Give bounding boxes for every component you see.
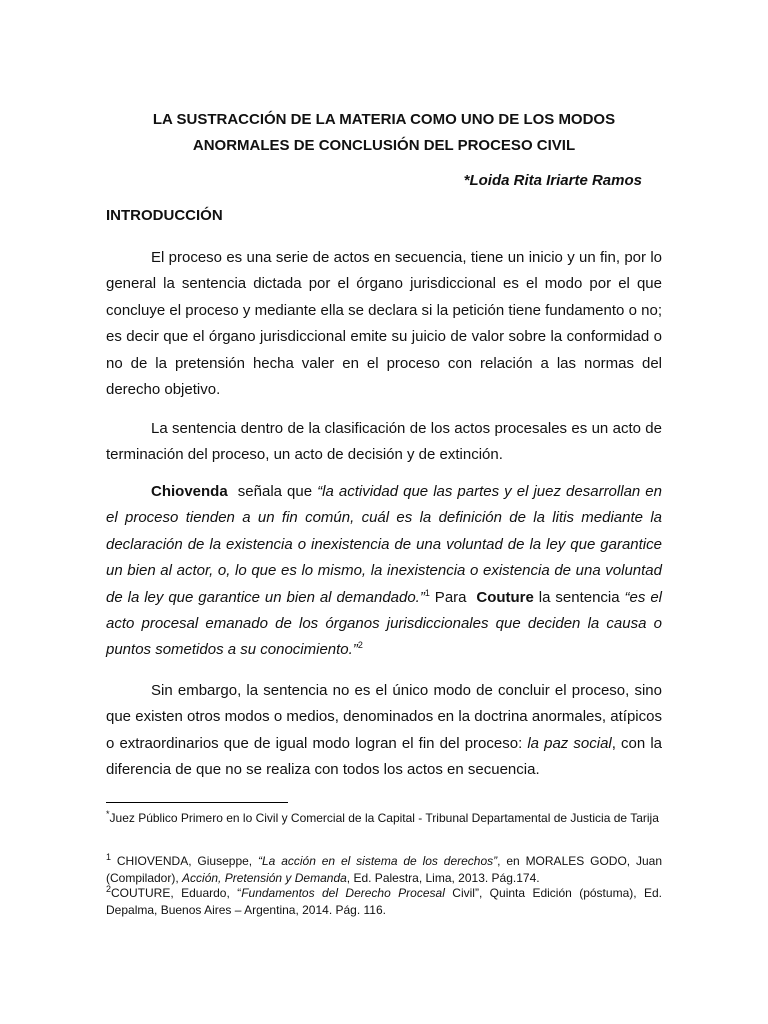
document-title xyxy=(106,107,662,159)
quote-couture: “es el acto procesal emanado de los órganos jurisdiccionales que deciden la causa o puntos sometidos a su conocimiento.” xyxy=(106,588,662,659)
paragraph-3-text-1: señala que xyxy=(227,483,318,500)
footnote-2-text-1: COUTURE, Eduardo, “ xyxy=(111,886,242,900)
paragraph-2: La sentencia dentro de la clasificación de los actos procesales es un acto de terminación del proceso, un acto de decisión y de extinción. xyxy=(106,420,662,464)
footnote-mark-2: 2 xyxy=(106,884,112,894)
footnote-2-italic-1: Fundamentos del Derecho Procesal xyxy=(241,886,445,900)
paragraph-3-text-2: Para xyxy=(429,588,477,606)
paragraph-4-text-2: , con la diferencia de que no se realiza con todos los actos en secuencia. xyxy=(106,734,662,779)
footnote-1-italic-2: Acción, Pretensión y Demanda xyxy=(182,870,347,885)
paragraph-1: El proceso es una serie de actos en secuencia, tiene un inicio y un fin, por lo general la sentencia dictada por el órgano jurisdiccional es el modo por el que concluye el proceso y mediante ella se declara si la petición tiene fundamento o no; es decir que el órgano jurisdiccional emite su juicio de valor sobre la conformidad o no de la pretensión hecha valer en el proceso con relación a las normas del derecho objetivo. xyxy=(106,249,662,399)
footnote-2-text-2: Civil”, Quinta Edición (póstuma), Ed. Depalma, Buenos Aires – Argentina, 2014. Pág. 116. xyxy=(106,886,662,917)
author-name: *Loida Rita Iriarte Ramos xyxy=(463,172,642,189)
title-line-1: LA SUSTRACCIÓN DE LA MATERIA COMO UNO DE LOS MODOS xyxy=(152,111,616,128)
footnote-1-italic-1: “La acción en el sistema de los derechos” xyxy=(258,854,498,868)
title-line-2: ANORMALES DE CONCLUSIÓN DEL PROCESO CIVIL xyxy=(192,137,576,154)
footnote-separator xyxy=(106,802,288,803)
footnote-ref-1[interactable]: 1 xyxy=(424,587,430,598)
author-ref-couture: Couture xyxy=(476,588,534,606)
section-heading: INTRODUCCIÓN xyxy=(106,207,223,224)
footnote-1-text-3: , Ed. Palestra, Lima, 2013. Pág.174. xyxy=(346,870,540,885)
footnote-author-text: Juez Público Primero en lo Civil y Comercial de la Capital - Tribunal Departamental de Justicia de Tarija xyxy=(109,811,659,825)
paragraph-4 xyxy=(106,678,662,784)
footnote-mark-1: 1 xyxy=(106,852,112,862)
paragraph-4-italic: la paz social xyxy=(527,734,612,752)
author-ref-chiovenda: Chiovenda xyxy=(151,483,228,500)
paragraph-3 xyxy=(106,479,662,664)
paragraph-3-text-3: la sentencia xyxy=(533,588,625,606)
paragraph-4-text-1: Sin embargo, la sentencia no es el único modo de concluir el proceso, sino que existen otros modos o medios, denominados en la doctrina anormales, atípicos o extraordinarios que de igual modo logran el fin del proceso: xyxy=(106,682,662,752)
footnote-author xyxy=(106,810,662,827)
footnote-2 xyxy=(106,885,662,918)
quote-chiovenda: “la actividad que las partes y el juez desarrollan en el proceso tienden a un fin común, cuál es la definición de la litis mediante la declaración de la existencia o inexistencia de una voluntad de la ley que garantice un bien al actor, o, lo que es lo mismo, la inexistencia o existencia de una voluntad de la ley que garantice un bien al demandado.” xyxy=(106,483,662,606)
footnote-ref-2[interactable]: 2 xyxy=(357,640,363,651)
footnote-1-text-1: CHIOVENDA, Giuseppe, xyxy=(111,854,258,868)
footnote-mark-star: * xyxy=(106,809,110,819)
footnote-1-text-2: , en MORALES GODO, Juan (Compilador), xyxy=(106,854,662,885)
footnote-1 xyxy=(106,853,662,886)
